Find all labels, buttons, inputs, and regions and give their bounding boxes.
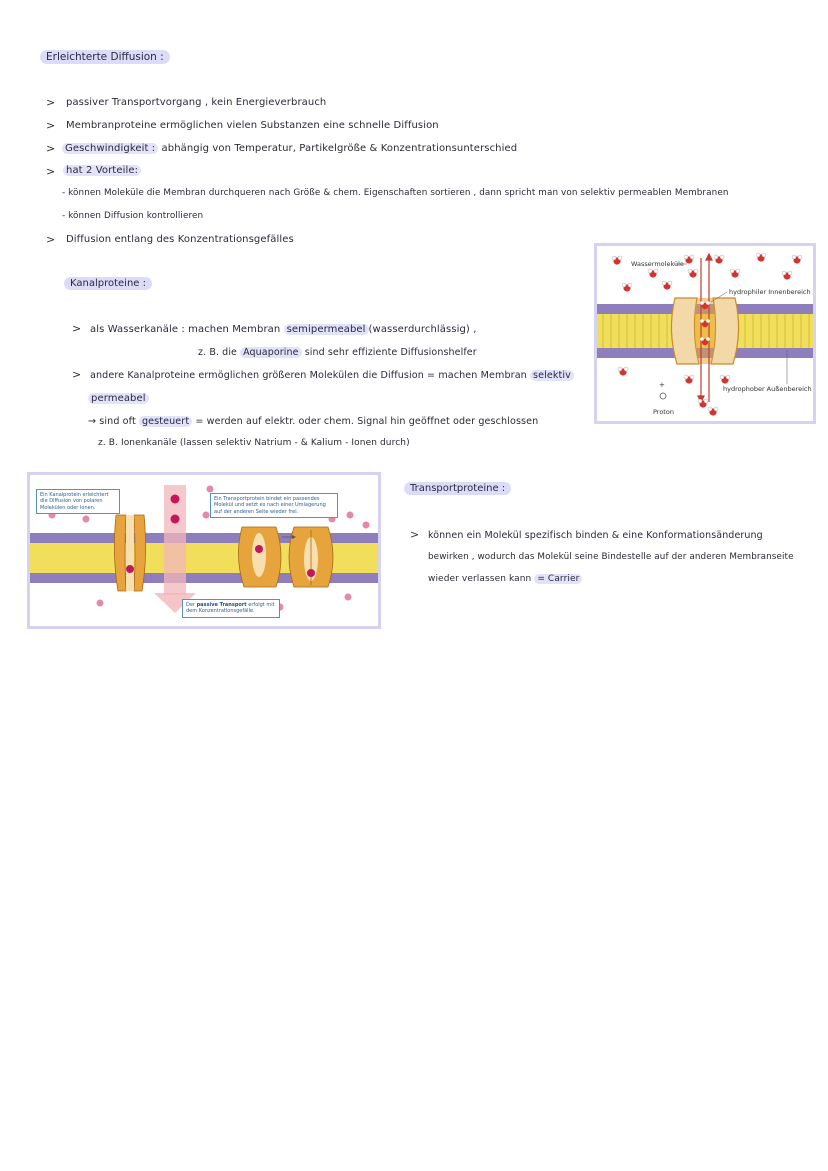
gated-highlight: gesteuert <box>139 416 192 427</box>
water-channel-line <box>90 324 477 335</box>
caption-passive-pre: Der <box>186 602 195 608</box>
bullet-membrane-proteins: Membranproteine ermöglichen vielen Substanzen eine schnelle Diffusion <box>66 120 439 131</box>
transport-line-3-prefix: wieder verlassen kann <box>428 574 532 584</box>
bullet-gradient: Diffusion entlang des Konzentrationsgefälles <box>66 234 294 245</box>
bullet-marker: > <box>410 528 420 541</box>
carrier-highlight: = Carrier <box>534 574 582 584</box>
bullet-marker: > <box>72 322 82 335</box>
proton-icon <box>659 381 666 399</box>
label-hydrophilic: hydrophiler Innenbereich <box>729 288 811 296</box>
transport-line-1: können ein Molekül spezifisch binden & eine Konformationsänderung <box>428 530 763 541</box>
gated-prefix: → sind oft <box>88 416 136 427</box>
advantage-item-2: - können Diffusion kontrollieren <box>62 211 204 221</box>
transport-line-2: bewirken , wodurch das Molekül seine Bindestelle auf der anderen Membranseite <box>428 552 794 562</box>
bullet-speed <box>62 143 517 154</box>
aquaporin-line <box>198 347 477 358</box>
advantage-item-1: - können Moleküle die Membran durchqueren nach Größe & chem. Eigenschaften sortieren , dann spricht man von selektiv permeablen Membranen <box>62 188 729 198</box>
water-channel-prefix: als Wasserkanäle : machen Membran <box>90 324 281 335</box>
speed-text: abhängig von Temperatur, Partikelgröße & Konzentrationsunterschied <box>161 143 518 154</box>
selective-highlight: selektiv <box>530 370 574 381</box>
bullet-passive-transport: passiver Transportvorgang , kein Energieverbrauch <box>66 97 327 108</box>
bullet-marker: > <box>72 368 82 381</box>
other-channels-line <box>90 370 574 381</box>
speed-label: Geschwindigkeit : <box>62 143 158 154</box>
channel-proteins-title: Kanalproteine : <box>64 277 152 290</box>
ion-channel-example: z. B. Ionenkanäle (lassen selektiv Natrium - & Kalium - Ionen durch) <box>98 438 410 448</box>
page-heading: Erleichterte Diffusion : <box>40 50 170 64</box>
aquaporin-figure <box>594 243 816 424</box>
channel-protein <box>114 515 145 591</box>
label-proton: Proton <box>653 408 674 416</box>
caption-channel-protein: Ein Kanalprotein erleichtert die Diffusion von polaren Molekülen oder Ionen. <box>36 489 120 514</box>
semipermeable-highlight: semipermeabel <box>284 324 369 335</box>
transport-figure <box>27 472 381 629</box>
transport-proteins-title: Transportproteine : <box>404 482 511 495</box>
aquaporin-highlight: Aquaporine <box>240 347 301 358</box>
bullet-marker: > <box>46 233 56 246</box>
caption-passive-transport <box>182 599 280 618</box>
gated-suffix: = werden auf elektr. oder chem. Signal hin geöffnet oder geschlossen <box>195 416 539 427</box>
label-hydrophobic: hydrophober Außenbereich <box>723 385 812 393</box>
bullet-marker: > <box>46 165 56 178</box>
label-water-molecules: Wassermoleküle <box>631 260 684 268</box>
aquaporin-suffix: sind sehr effiziente Diffusionshelfer <box>304 347 477 358</box>
water-channel-suffix: (wasserdurchlässig) , <box>368 324 477 335</box>
carrier-protein-flipped <box>289 527 333 587</box>
caption-passive-bold: passive Transport <box>196 602 247 608</box>
transport-line-3 <box>428 574 582 584</box>
caption-passive-post: erfolgt mit dem Konzentrationsgefälle. <box>186 602 275 615</box>
bullet-marker: > <box>46 142 56 155</box>
advantages-label: hat 2 Vorteile: <box>63 165 141 176</box>
bullet-marker: > <box>46 119 56 132</box>
permeable-highlight: permeabel <box>88 393 149 404</box>
bullet-marker: > <box>46 96 56 109</box>
aquaporin-diagram <box>597 246 813 421</box>
other-channels-prefix: andere Kanalproteine ermöglichen größeren Molekülen die Diffusion = machen Membran <box>90 370 527 381</box>
gated-line <box>88 416 538 427</box>
svg-text:+: + <box>659 381 665 389</box>
carrier-protein-open <box>238 527 281 587</box>
caption-carrier-protein: Ein Transportprotein bindet ein passendes Molekül und setzt es nach einer Umlagerung auf der anderen Seite wieder frei. <box>210 493 338 518</box>
aquaporin-prefix: z. B. die <box>198 347 237 358</box>
